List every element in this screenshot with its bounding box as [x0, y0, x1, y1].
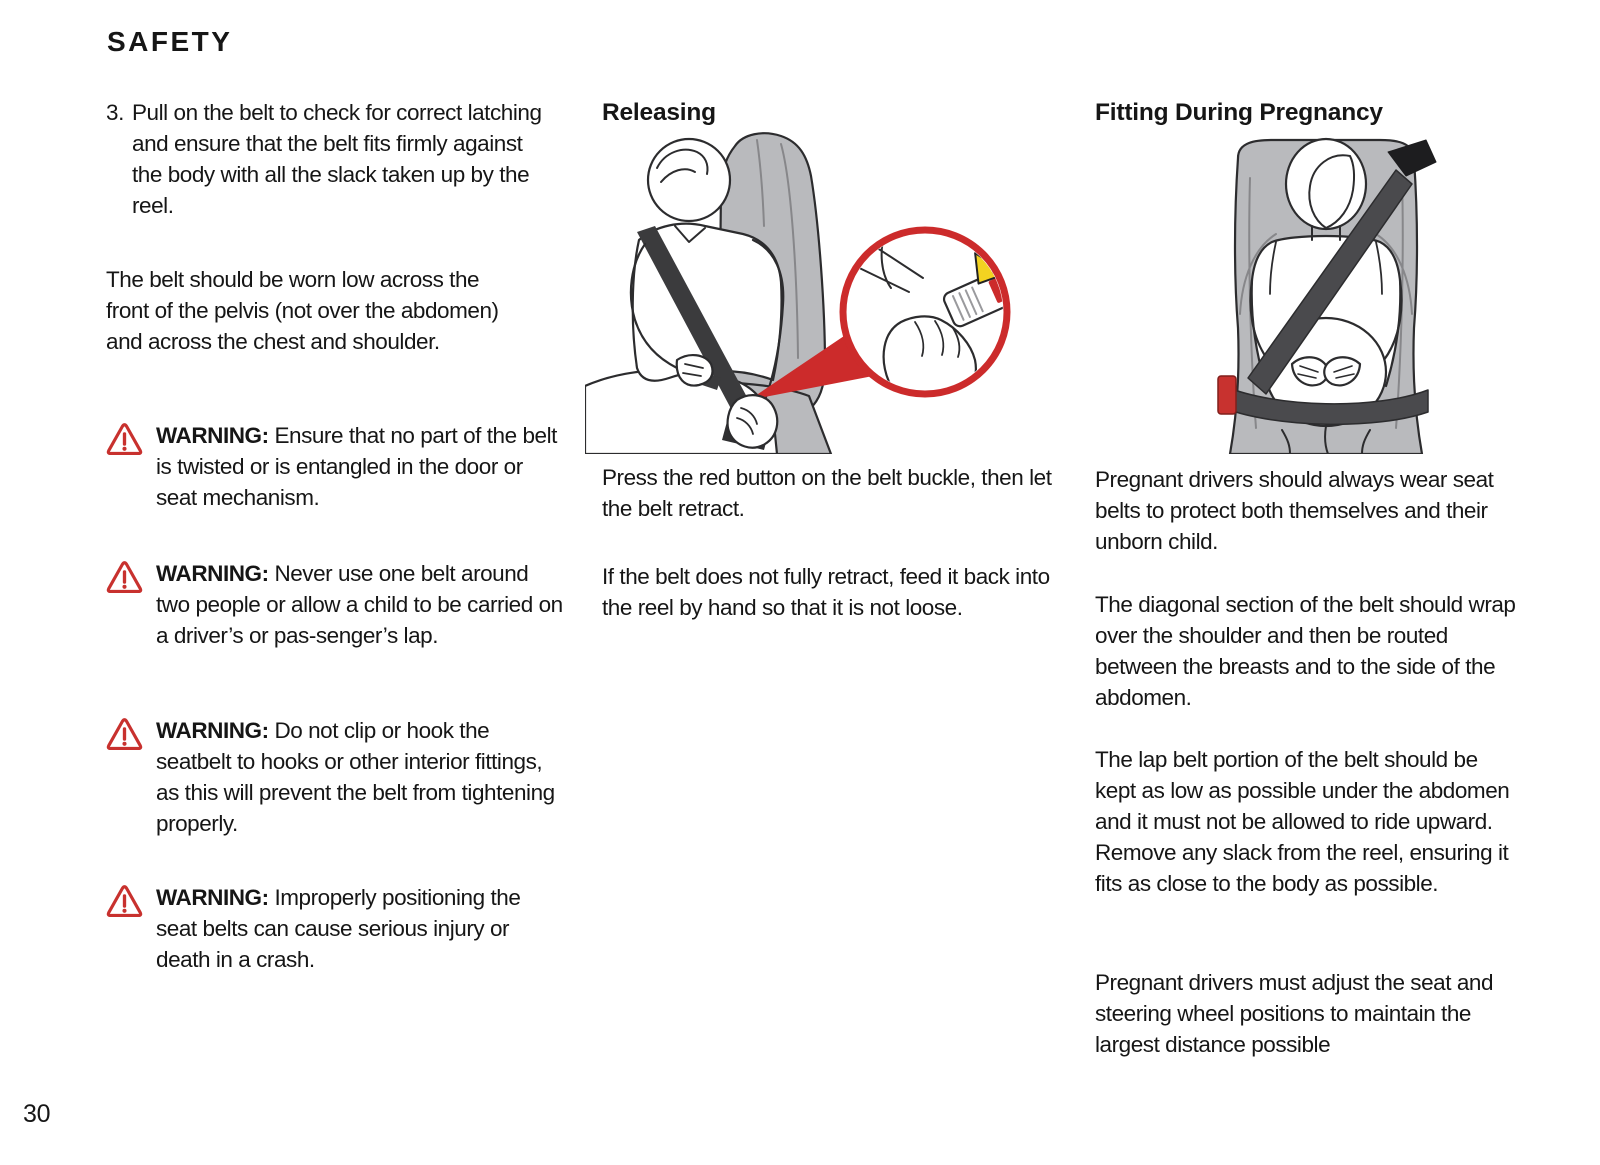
pregnancy-heading: Fitting During Pregnancy — [1095, 99, 1383, 126]
step-text: Pull on the belt to check for correct latching and ensure that the belt fits firmly against the body with all the slack taken up by the reel. — [132, 100, 542, 218]
warning-icon — [106, 420, 143, 513]
pregnancy-paragraph-1: Pregnant drivers should always wear seat belts to protect both themselves and their unborn child. — [1095, 467, 1494, 554]
pregnancy-paragraph-2: The diagonal section of the belt should wrap over the shoulder and then be routed between the breasts and to the side of the abdomen. — [1095, 592, 1516, 710]
warning-text: WARNING: Never use one belt around two people or allow a child to be carried on a driver’s or pas-senger’s lap. — [156, 561, 563, 648]
warning-text: WARNING: Do not clip or hook the seatbelt to hooks or other interior fittings, as this will prevent the belt from tightening properly. — [156, 718, 555, 836]
warning-icon — [106, 715, 143, 839]
pregnancy-illustration — [1180, 128, 1472, 454]
page-number: 30 — [23, 1100, 51, 1128]
releasing-paragraph-1: Press the red button on the belt buckle, then let the belt retract. — [602, 465, 1052, 521]
page-title: SAFETY — [107, 26, 233, 57]
pregnancy-paragraph-4: Pregnant drivers must adjust the seat and steering wheel positions to maintain the largest distance possible — [1095, 970, 1494, 1057]
pregnancy-paragraph-3: The lap belt portion of the belt should be kept as low as possible under the abdomen and it must not be allowed to ride upward. Remove any slack from the reel, ensuring it fits as close to the body as possible. — [1095, 747, 1510, 896]
belt-position-paragraph: The belt should be worn low across the front of the pelvis (not over the abdomen) and across the chest and shoulder. — [106, 267, 499, 354]
warning-text: WARNING: Ensure that no part of the belt is twisted or is entangled in the door or seat mechanism. — [156, 423, 557, 510]
warning-label: WARNING: — [156, 718, 269, 743]
warning-label: WARNING: — [156, 885, 269, 910]
warning-block — [106, 420, 566, 513]
warning-label: WARNING: — [156, 423, 269, 448]
numbered-step-3 — [106, 97, 546, 221]
warning-text: WARNING: Improperly positioning the seat belts can cause serious injury or death in a crash. — [156, 885, 521, 972]
releasing-heading: Releasing — [602, 99, 716, 126]
warning-block — [106, 715, 566, 839]
warning-block — [106, 558, 566, 651]
warning-label: WARNING: — [156, 561, 269, 586]
releasing-paragraph-2: If the belt does not fully retract, feed it back into the reel by hand so that it is not loose. — [602, 564, 1050, 620]
warning-icon — [106, 882, 143, 975]
step-number: 3. — [106, 100, 124, 125]
warning-block — [106, 882, 566, 975]
warning-icon — [106, 558, 143, 651]
releasing-illustration — [585, 128, 1040, 454]
